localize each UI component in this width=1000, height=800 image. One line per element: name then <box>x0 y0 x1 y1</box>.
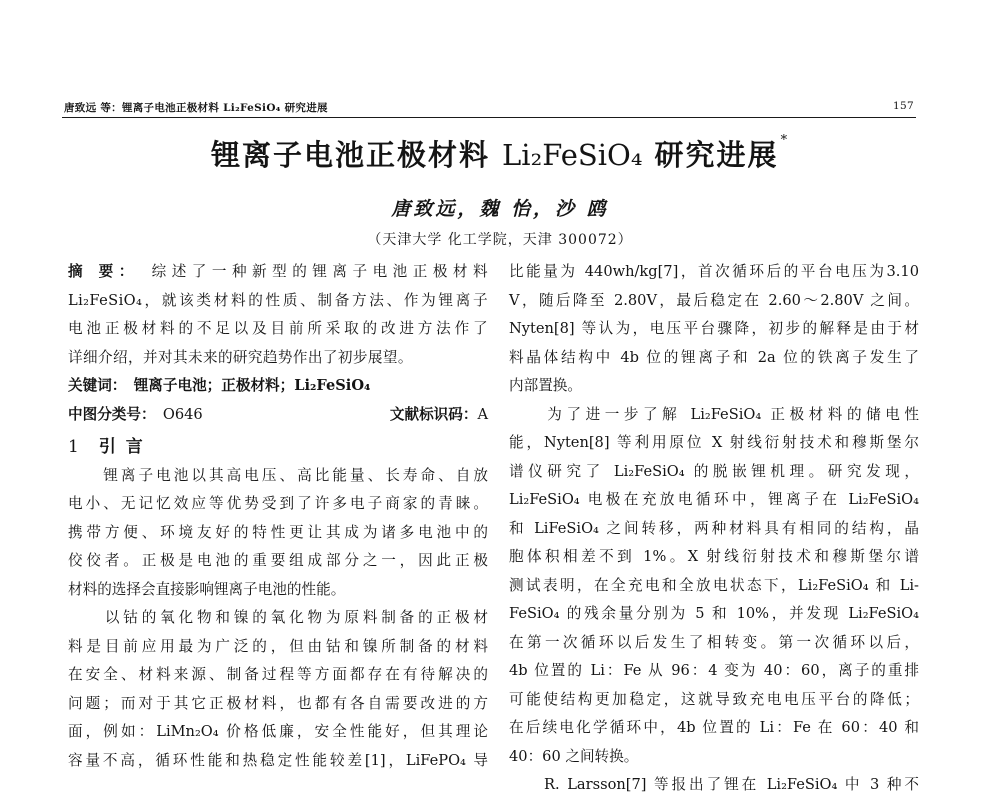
body-line: 可能使结构更加稳定，这就导致充电电压平台的降低； <box>509 690 919 708</box>
section-number: 1 <box>68 437 81 457</box>
running-header <box>64 100 914 115</box>
body-line: 以钴的氧化物和镍的氧化物为原料制备的正极材 <box>68 609 488 626</box>
right-column <box>509 258 919 800</box>
body-line: V，随后降至 2.80V，最后稳定在 2.60～2.80V 之间。 <box>509 291 919 309</box>
abstract-line: 详细介绍，并对其未来的研究趋势作出了初步展望。 <box>68 348 413 366</box>
body-line: 能，Nyten[8] 等利用原位 X 射线衍射技术和穆斯堡尔 <box>509 434 919 451</box>
doc-value: A <box>477 405 488 423</box>
keywords-value: 锂离子电池；正极材料；Li₂FeSiO₄ <box>133 377 371 394</box>
abstract <box>68 258 488 372</box>
body-line: 问题；而对于其它正极材料，也都有各自需要改进的方 <box>68 694 488 712</box>
author-list: 唐致远，魏 怡，沙 鸥 <box>391 198 609 220</box>
body-line: 容量不高，循环性能和热稳定性能较差[1]，LiFePO₄ 导 <box>68 751 488 769</box>
body-line: 在后续电化学循环中，4b 位置的 Li：Fe 在 60：40 和 <box>509 719 919 736</box>
title-footnote-mark: * <box>780 133 790 148</box>
body-line: 携带方便、环境友好的特性更让其成为诸多电池中的 <box>68 523 488 541</box>
body-line: 佼佼者。正极是电池的重要组成部分之一，因此正极 <box>68 552 488 569</box>
abstract-line: Li₂FeSiO₄，就该类材料的性质、制备方法、作为锂离子 <box>68 291 488 309</box>
body-line: 料是目前应用最为广泛的，但由钴和镍所制备的材料 <box>68 637 488 655</box>
body-line: 和 LiFeSiO₄ 之间转移，两种材料具有相同的结构，晶 <box>509 519 919 537</box>
keywords-label: 关键词： <box>68 377 120 394</box>
abstract-text: 综述了一种新型的锂离子电池正极材料 <box>151 263 488 280</box>
left-column <box>68 258 488 775</box>
body-line: 胞体积相差不到 1%。X 射线衍射技术和穆斯堡尔谱 <box>509 548 919 565</box>
body-line: 内部置换。 <box>509 377 582 394</box>
body-line: 电小、无记忆效应等优势受到了许多电子商家的青睐。 <box>68 495 488 512</box>
body-line: R. Larsson[7] 等报出了锂在 Li₂FeSiO₄ 中 3 种不 <box>509 776 919 793</box>
abstract-line <box>68 258 488 287</box>
body-line: 4b 位置的 Li：Fe 从 96：4 变为 40：60，离子的重排 <box>509 662 919 679</box>
affiliation: （天津大学 化工学院，天津 300072） <box>367 232 633 248</box>
keywords <box>68 372 488 401</box>
header-rule <box>62 117 916 118</box>
body-line: 面，例如：LiMn₂O₄ 价格低廉，安全性能好，但其理论 <box>68 723 488 740</box>
section-body <box>68 462 488 776</box>
classification-row <box>68 401 488 430</box>
body-line: 为了进一步了解 Li₂FeSiO₄ 正极材料的储电性 <box>509 405 919 423</box>
body-line: 料晶体结构中 4b 位的锂离子和 2a 位的铁离子发生了 <box>509 348 919 366</box>
body-line: 比能量为 440wh/kg[7]，首次循环后的平台电压为3.10 <box>509 263 919 280</box>
body-line: Li₂FeSiO₄ 电极在充放电循环中，锂离子在 Li₂FeSiO₄ <box>509 491 919 508</box>
body-line: 在第一次循环以后发生了相转变。第一次循环以后， <box>509 633 919 651</box>
title-suffix: 研究进展 <box>642 138 779 172</box>
article-title <box>0 133 1000 174</box>
body-line: 在安全、材料来源、制备过程等方面都存在有待解决的 <box>68 666 488 683</box>
page-number: 157 <box>893 100 914 112</box>
section-heading <box>68 433 488 462</box>
body-line: 测试表明，在全充电和全放电状态下，Li₂FeSiO₄ 和 Li- <box>509 576 919 594</box>
body-line: 40：60 之间转换。 <box>509 747 639 765</box>
clc-label: 中图分类号： <box>68 405 149 423</box>
body-line: 锂离子电池以其高电压、高比能量、长寿命、自放 <box>68 466 488 484</box>
clc-number <box>68 401 203 430</box>
body-line: FeSiO₄ 的残余量分别为 5 和 10%，并发现 Li₂FeSiO₄ <box>509 605 919 622</box>
title-prefix: 锂离子电池正极材料 <box>210 138 503 172</box>
title-formula: Li₂FeSiO₄ <box>502 138 643 172</box>
abstract-line: 电池正极材料的不足以及目前所采取的改进方法作了 <box>68 320 488 337</box>
clc-value: O646 <box>162 405 203 423</box>
doc-label: 文献标识码： <box>389 405 478 423</box>
running-title: 唐致远 等：锂离子电池正极材料 Li₂FeSiO₄ 研究进展 <box>64 102 328 114</box>
abstract-label: 摘 要： <box>68 263 132 280</box>
body-line: 谱仪研究了 Li₂FeSiO₄ 的脱嵌锂机理。研究发现， <box>509 462 919 480</box>
section-title: 引 言 <box>98 437 145 457</box>
document-code <box>390 401 488 430</box>
body-line: 材料的选择会直接影响锂离子电池的性能。 <box>68 580 346 598</box>
body-line: Nyten[8] 等认为，电压平台骤降，初步的解释是由于材 <box>509 320 919 337</box>
